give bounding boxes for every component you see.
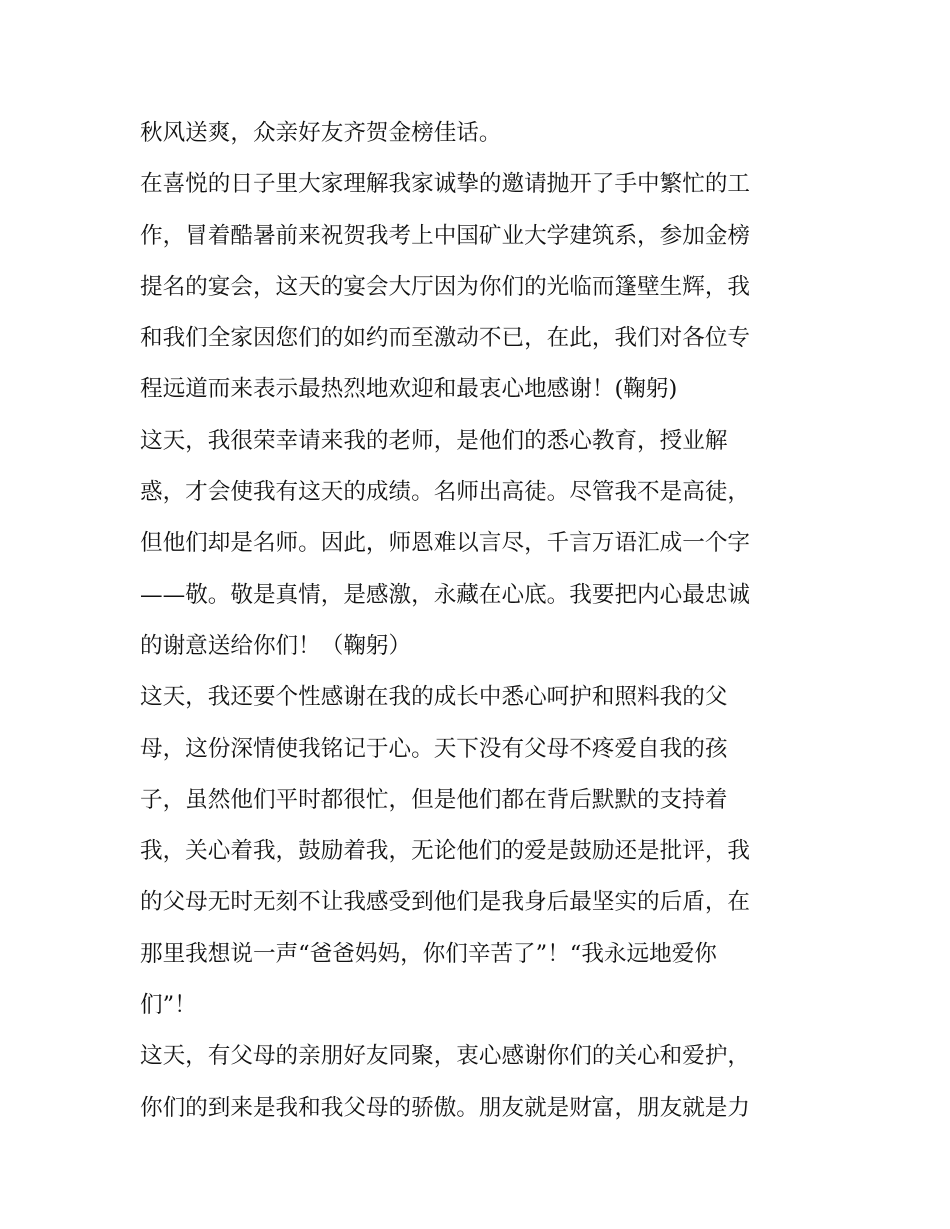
text-line: 的父母无时无刻不让我感受到他们是我身后最坚实的后盾，在 [140, 889, 751, 916]
text-line: 惑，才会使我有这天的成绩。名师出高徒。尽管我不是高徒， [140, 479, 751, 506]
text-line: 母，这份深情使我铭记于心。天下没有父母不疼爱自我的孩 [140, 735, 728, 762]
text-line: 秋风送爽，众亲好友齐贺金榜佳话。 [140, 120, 502, 146]
text-line: 和我们全家因您们的如约而至激动不已，在此，我们对各位专 [140, 325, 751, 352]
text-line: 那里我想说一声“爸爸妈妈，你们辛苦了”！“我永远地爱你 [140, 940, 717, 967]
text-line: 我，关心着我，鼓励着我，无论他们的爱是鼓励还是批评，我 [140, 838, 751, 865]
text-line: 这天，有父母的亲朋好友同聚，衷心感谢你们的关心和爱护， [140, 1043, 751, 1070]
text-line: 子，虽然他们平时都很忙，但是他们都在背后默默的支持着 [140, 786, 728, 813]
text-line: 的谢意送给你们！（鞠躬） [140, 632, 412, 659]
speech-body-text [140, 108, 815, 1134]
text-line: 但他们却是名师。因此，师恩难以言尽，千言万语汇成一个字 [140, 530, 751, 557]
text-line: 们”！ [140, 992, 197, 1019]
text-line: 提名的宴会，这天的宴会大厅因为你们的光临而篷壁生辉，我 [140, 273, 751, 300]
text-line: 你们的到来是我和我父母的骄傲。朋友就是财富，朋友就是力 [140, 1094, 751, 1121]
text-line: 程远道而来表示最热烈地欢迎和最衷心地感谢！(鞠躬) [140, 376, 678, 403]
text-line: 这天，我还要个性感谢在我的成长中悉心呵护和照料我的父 [140, 684, 728, 711]
text-line: ——敬。敬是真情，是感激，永藏在心底。我要把内心最忠诚 [140, 581, 751, 608]
text-line: 在喜悦的日子里大家理解我家诚挚的邀请抛开了手中繁忙的工 [140, 171, 751, 198]
text-line: 作，冒着酷暑前来祝贺我考上中国矿业大学建筑系，参加金榜 [140, 222, 751, 249]
text-line: 这天，我很荣幸请来我的老师，是他们的悉心教育，授业解 [140, 427, 728, 454]
